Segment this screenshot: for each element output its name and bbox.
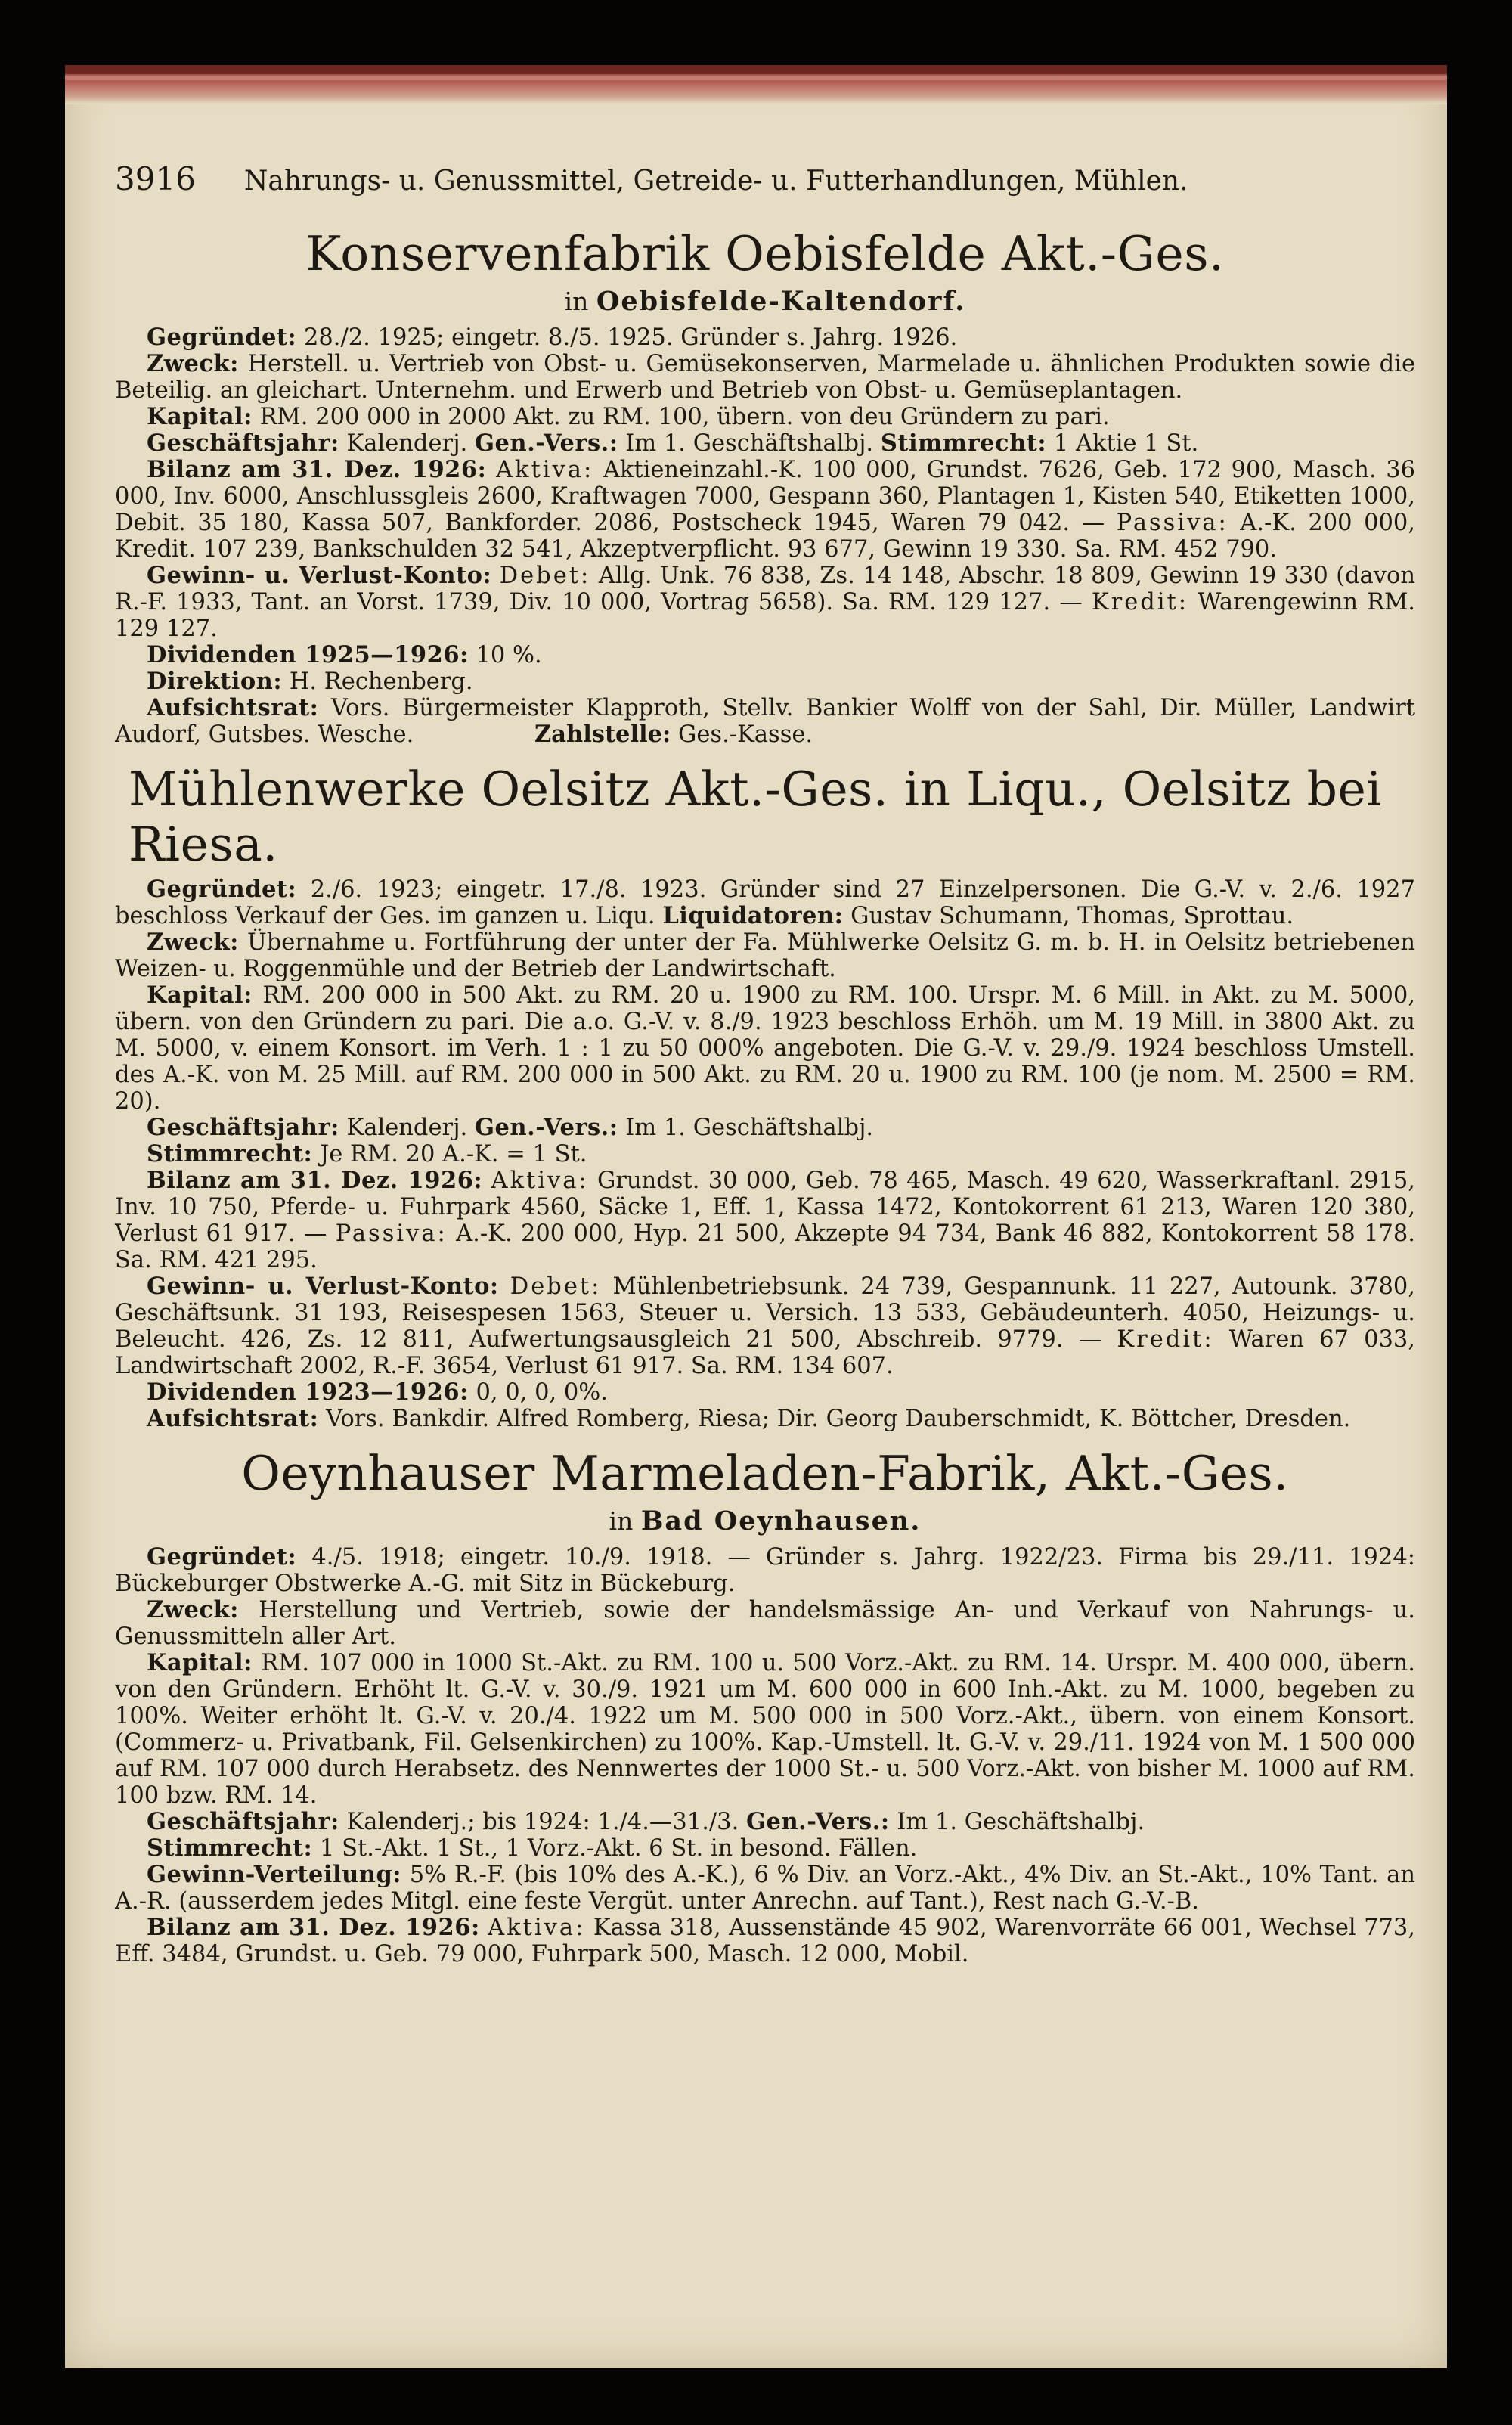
- entry-gegruendet: [115, 324, 1415, 351]
- entry-key: Stimmrecht:: [880, 429, 1047, 457]
- company-entry: [115, 1446, 1415, 1968]
- company-location: [115, 1506, 1415, 1537]
- entry-key: Zweck:: [147, 929, 239, 956]
- entry-key: Bilanz am 31. Dez. 1926:: [147, 1167, 483, 1194]
- page-content: [115, 160, 1415, 1981]
- page-edge-highlight: [65, 76, 1447, 80]
- entry-label: Passiva:: [1116, 510, 1228, 536]
- entry-text: 28./2. 1925; eingetr. 8./5. 1925. Gründer s. Jahrg. 1926.: [303, 324, 958, 351]
- entry-bilanz: [115, 1168, 1415, 1273]
- entry-dividenden: [115, 642, 1415, 668]
- entry-aufsichtsrat: [115, 695, 1415, 748]
- page-edge-stripe: [65, 65, 1447, 74]
- entry-kapital: [115, 982, 1415, 1115]
- entry-key: Geschäftsjahr:: [147, 1808, 339, 1835]
- entry-text: RM. 200 000 in 500 Akt. zu RM. 20 u. 1900 zu RM. 100. Urspr. M. 6 Mill. in Akt. zu M. 5000, übern. von den Gründern zu pari. Die a.o. G.-V. v. 8./9. 1923 beschloss Erhöh. um M. 19 Mill. in 3800 Akt. zu M. 5000, v. einem Konsort. im Verh. 1 : 1 zu 50 000% angeboten. Die G.-V. v. 29./9. 1924 beschloss Umstell. des A.-K. von M. 25 Mill. auf RM. 200 000 in 500 Akt. zu RM. 20 u. 1900 zu RM. 100 (je nom. M. 2500 = RM. 20).: [115, 982, 1415, 1115]
- company-title: Konservenfabrik Oebisfelde Akt.-Ges.: [305, 226, 1225, 281]
- entry-kapital: [115, 404, 1415, 430]
- entry-guv: [115, 563, 1415, 642]
- entry-zweck: [115, 351, 1415, 404]
- entry-text: Im 1. Geschäftshalbj.: [625, 1115, 874, 1141]
- entry-text: Warengewinn RM. 129 127.: [115, 589, 1416, 642]
- entry-key: Aufsichtsrat:: [147, 694, 319, 721]
- page-number: 3916: [115, 160, 196, 197]
- entry-text: Waren 67 033, Landwirtschaft 2002, R.-F. 3654, Verlust 61 917. Sa. RM. 134 607.: [115, 1326, 1415, 1379]
- location-place: Bad Oeynhausen.: [640, 1506, 922, 1537]
- entry-text: Kassa 318, Aussenstände 45 902, Warenvorräte 66 001, Wechsel 773, Eff. 3484, Grundst. u. Geb. 79 000, Fuhrpark 500, Masch. 12 000, Mobil.: [115, 1915, 1415, 1968]
- entry-text: 4./5. 1918; eingetr. 10./9. 1918. — Gründer s. Jahrg. 1922/23. Firma bis 29./11. 1924: Bückeburger Obstwerke A.-G. mit Sitz in Bückeburg.: [115, 1544, 1415, 1597]
- entry-key: Kapital:: [147, 981, 253, 1009]
- entry-text: Kalenderj.: [346, 1115, 468, 1141]
- entry-text: RM. 107 000 in 1000 St.-Akt. zu RM. 100 u. 500 Vorz.-Akt. zu RM. 14. Urspr. M. 400 000, übern. von den Gründern. Erhöht lt. G.-V. v. 30./9. 1921 um M. 600 000 in 600 Inh.-Akt. zu M. 1000, begeben zu 100%. Weiter erhöht lt. G.-V. v. 20./4. 1922 um M. 500 000 in 500 Vorz.-Akt., übern. von einem Konsort. (Commerz- u. Privatbank, Fil. Gelsenkirchen) zu 100%. Kap.-Umstell. lt. G.-V. v. 29./11. 1924 von M. 1 500 000 auf RM. 107 000 durch Herabsetz. des Nennwertes der 1000 St.- u. 500 Vorz.-Akt. von bisher M. 1000 auf RM. 100 bzw. RM. 14.: [115, 1650, 1415, 1809]
- entry-text: Aktieneinzahl.-K. 100 000, Grundst. 7626, Geb. 172 900, Masch. 36 000, Inv. 6000, Anschlussgleis 2600, Kraftwagen 7000, Gespann 360, Plantagen 1, Kisten 540, Etiketten 1000, Debit. 35 180, Kassa 507, Bankforder. 2086, Postscheck 1945, Waren 79 042. —: [115, 457, 1416, 536]
- entry-zweck: [115, 1597, 1415, 1650]
- entry-key: Gewinn- u. Verlust-Konto:: [147, 562, 492, 589]
- entry-label: Passiva:: [335, 1220, 448, 1247]
- entry-text: Vors. Bankdir. Alfred Romberg, Riesa; Dir. Georg Dauberschmidt, K. Böttcher, Dresden.: [326, 1406, 1351, 1432]
- company-entry: [115, 761, 1415, 1432]
- entry-text: RM. 200 000 in 2000 Akt. zu RM. 100, übern. von deu Gründern zu pari.: [259, 404, 1110, 430]
- entry-text: Herstell. u. Vertrieb von Obst- u. Gemüsekonserven, Marmelade u. ähnlichen Produkten sowie die Beteilig. an gleichart. Unternehm. und Erwerb und Betrieb von Obst- u. Gemüseplantagen.: [115, 351, 1415, 404]
- book-page: [65, 65, 1447, 2368]
- entry-bilanz: [115, 457, 1415, 563]
- entry-geschaeftsjahr: [115, 430, 1415, 457]
- entry-key: Stimmrecht:: [147, 1834, 313, 1862]
- entry-text: Vors. Bürgermeister Klapproth, Stellv. Bankier Wolff von der Sahl, Dir. Müller, Landwirt Audorf, Gutsbes. Wesche.: [115, 695, 1415, 748]
- entry-guv: [115, 1273, 1415, 1379]
- entry-text: Gustav Schumann, Thomas, Sprottau.: [850, 903, 1294, 929]
- entry-text: Allg. Unk. 76 838, Zs. 14 148, Abschr. 18 809, Gewinn 19 330 (davon R.-F. 1933, Tant. an Vorst. 1739, Div. 10 000, Vortrag 5658). Sa. RM. 129 127. —: [115, 563, 1415, 616]
- entry-gewinnverteilung: [115, 1862, 1415, 1915]
- entry-gegruendet: [115, 876, 1415, 929]
- entry-text: Im 1. Geschäftshalbj.: [897, 1809, 1145, 1835]
- entry-key: Gewinn-Verteilung:: [147, 1861, 402, 1888]
- entry-text: Im 1. Geschäftshalbj.: [625, 430, 874, 457]
- entry-text: A.-K. 200 000, Kredit. 107 239, Bankschulden 32 541, Akzeptverpflicht. 93 677, Gewinn 19 330. Sa. RM. 452 790.: [115, 510, 1415, 563]
- entry-dividenden: [115, 1379, 1415, 1406]
- company-title: Mühlenwerke Oelsitz Akt.-Ges. in Liqu., Oelsitz bei Riesa.: [129, 761, 1382, 872]
- entry-zweck: [115, 929, 1415, 982]
- running-head: [115, 160, 1415, 197]
- location-place: Oebisfelde-Kaltendorf.: [596, 286, 966, 317]
- entry-text: Ges.-Kasse.: [678, 721, 813, 748]
- entry-key: Gegründet:: [147, 876, 297, 903]
- entry-label: Kredit:: [1091, 589, 1189, 616]
- location-prefix: in: [609, 1506, 634, 1536]
- entry-text: Herstellung und Vertrieb, sowie der handelsmässige An- und Verkauf von Nahrungs- u. Genussmitteln aller Art.: [115, 1597, 1415, 1650]
- entry-key: Kapital:: [147, 1649, 253, 1676]
- entry-key: Geschäftsjahr:: [147, 429, 339, 457]
- entry-text: Kalenderj.: [346, 430, 468, 457]
- entry-label: Aktiva:: [496, 457, 594, 483]
- entry-key: Bilanz am 31. Dez. 1926:: [147, 456, 487, 483]
- entry-key: Aufsichtsrat:: [147, 1405, 319, 1432]
- entry-text: Je RM. 20 A.-K. = 1 St.: [320, 1141, 587, 1168]
- running-title: Nahrungs- u. Genussmittel, Getreide- u. Futterhandlungen, Mühlen.: [243, 166, 1188, 197]
- entry-geschaeftsjahr: [115, 1809, 1415, 1835]
- entry-key: Gen.-Vers.:: [746, 1808, 890, 1835]
- entry-stimmrecht: [115, 1835, 1415, 1862]
- company-entry: [115, 226, 1415, 748]
- entry-text: 5% R.-F. (bis 10% des A.-K.), 6 % Div. an Vorz.-Akt., 4% Div. an St.-Akt., 10% Tant. an A.-R. (ausserdem jedes Mitgl. eine feste Vergüt. unter Anrechn. auf Tant.), Rest nach G.-V.-B.: [115, 1862, 1415, 1915]
- entry-key: Zweck:: [147, 1596, 239, 1623]
- entry-aufsichtsrat: [115, 1406, 1415, 1432]
- entry-label: Debet:: [499, 563, 591, 589]
- entry-key: Kapital:: [147, 403, 253, 430]
- entry-key: Stimmrecht:: [147, 1140, 313, 1168]
- entry-key: Gewinn- u. Verlust-Konto:: [147, 1273, 499, 1300]
- entry-label: Aktiva:: [488, 1915, 586, 1941]
- entry-text: Übernahme u. Fortführung der unter der Fa. Mühlwerke Oelsitz G. m. b. H. in Oelsitz betriebenen Weizen- u. Roggenmühle und der Betrieb der Landwirtschaft.: [115, 929, 1416, 982]
- entry-key: Zahlstelle:: [534, 721, 671, 748]
- entry-key: Gen.-Vers.:: [474, 429, 618, 457]
- entry-key: Dividenden 1925—1926:: [147, 641, 469, 668]
- entry-text: Kalenderj.; bis 1924: 1./4.—31./3.: [346, 1809, 739, 1835]
- entry-geschaeftsjahr: [115, 1115, 1415, 1141]
- entry-key: Zweck:: [147, 350, 239, 377]
- entry-text: 0, 0, 0, 0%.: [476, 1379, 608, 1406]
- entry-label: Kredit:: [1117, 1326, 1214, 1353]
- entry-kapital: [115, 1650, 1415, 1809]
- entry-label: Debet:: [510, 1273, 602, 1300]
- entry-key: Gen.-Vers.:: [474, 1114, 618, 1141]
- entry-key: Dividenden 1923—1926:: [147, 1378, 469, 1406]
- entry-text: H. Rechenberg.: [289, 668, 473, 695]
- entry-text: 1 St.-Akt. 1 St., 1 Vorz.-Akt. 6 St. in besond. Fällen.: [320, 1835, 918, 1862]
- location-prefix: in: [564, 287, 589, 316]
- entry-text: 2./6. 1923; eingetr. 17./8. 1923. Gründer sind 27 Einzelpersonen. Die G.-V. v. 2./6. 1927 beschloss Verkauf der Ges. im ganzen u. Liqu.: [115, 876, 1415, 929]
- entry-text: 10 %.: [476, 642, 542, 668]
- company-title: Oeynhauser Marmeladen-Fabrik, Akt.-Ges.: [241, 1446, 1289, 1501]
- entry-bilanz: [115, 1915, 1415, 1968]
- entry-key: Bilanz am 31. Dez. 1926:: [147, 1914, 480, 1941]
- entry-key: Liquidatoren:: [662, 902, 844, 929]
- entry-direktion: [115, 668, 1415, 695]
- entry-stimmrecht: [115, 1141, 1415, 1168]
- entry-key: Direktion:: [147, 668, 283, 695]
- company-location: [115, 286, 1415, 317]
- entry-label: Aktiva:: [491, 1168, 589, 1194]
- entry-text: Mühlenbetriebsunk. 24 739, Gespannunk. 11 227, Autounk. 3780, Geschäftsunk. 31 193, Reisespesen 1563, Steuer u. Versich. 13 533, Gebäudeunterh. 4050, Heizungs- u. Beleucht. 426, Zs. 12 811, Aufwertungsausgleich 21 500, Abschreib. 9779. —: [115, 1273, 1415, 1353]
- entry-key: Gegründet:: [147, 1543, 297, 1571]
- entry-gegruendet: [115, 1544, 1415, 1597]
- entry-text: 1 Aktie 1 St.: [1053, 430, 1199, 457]
- entry-text: Grundst. 30 000, Geb. 78 465, Masch. 49 620, Wasserkraftanl. 2915, Inv. 10 750, Pferde- u. Fuhrpark 4560, Säcke 1, Eff. 1, Kassa 1472, Kontokorrent 61 213, Waren 120 380, Verlust 61 917. —: [115, 1168, 1415, 1247]
- entry-key: Geschäftsjahr:: [147, 1114, 339, 1141]
- entry-key: Gegründet:: [147, 324, 297, 351]
- entry-text: A.-K. 200 000, Hyp. 21 500, Akzepte 94 734, Bank 46 882, Kontokorrent 58 178. Sa. RM. 421 295.: [115, 1220, 1415, 1273]
